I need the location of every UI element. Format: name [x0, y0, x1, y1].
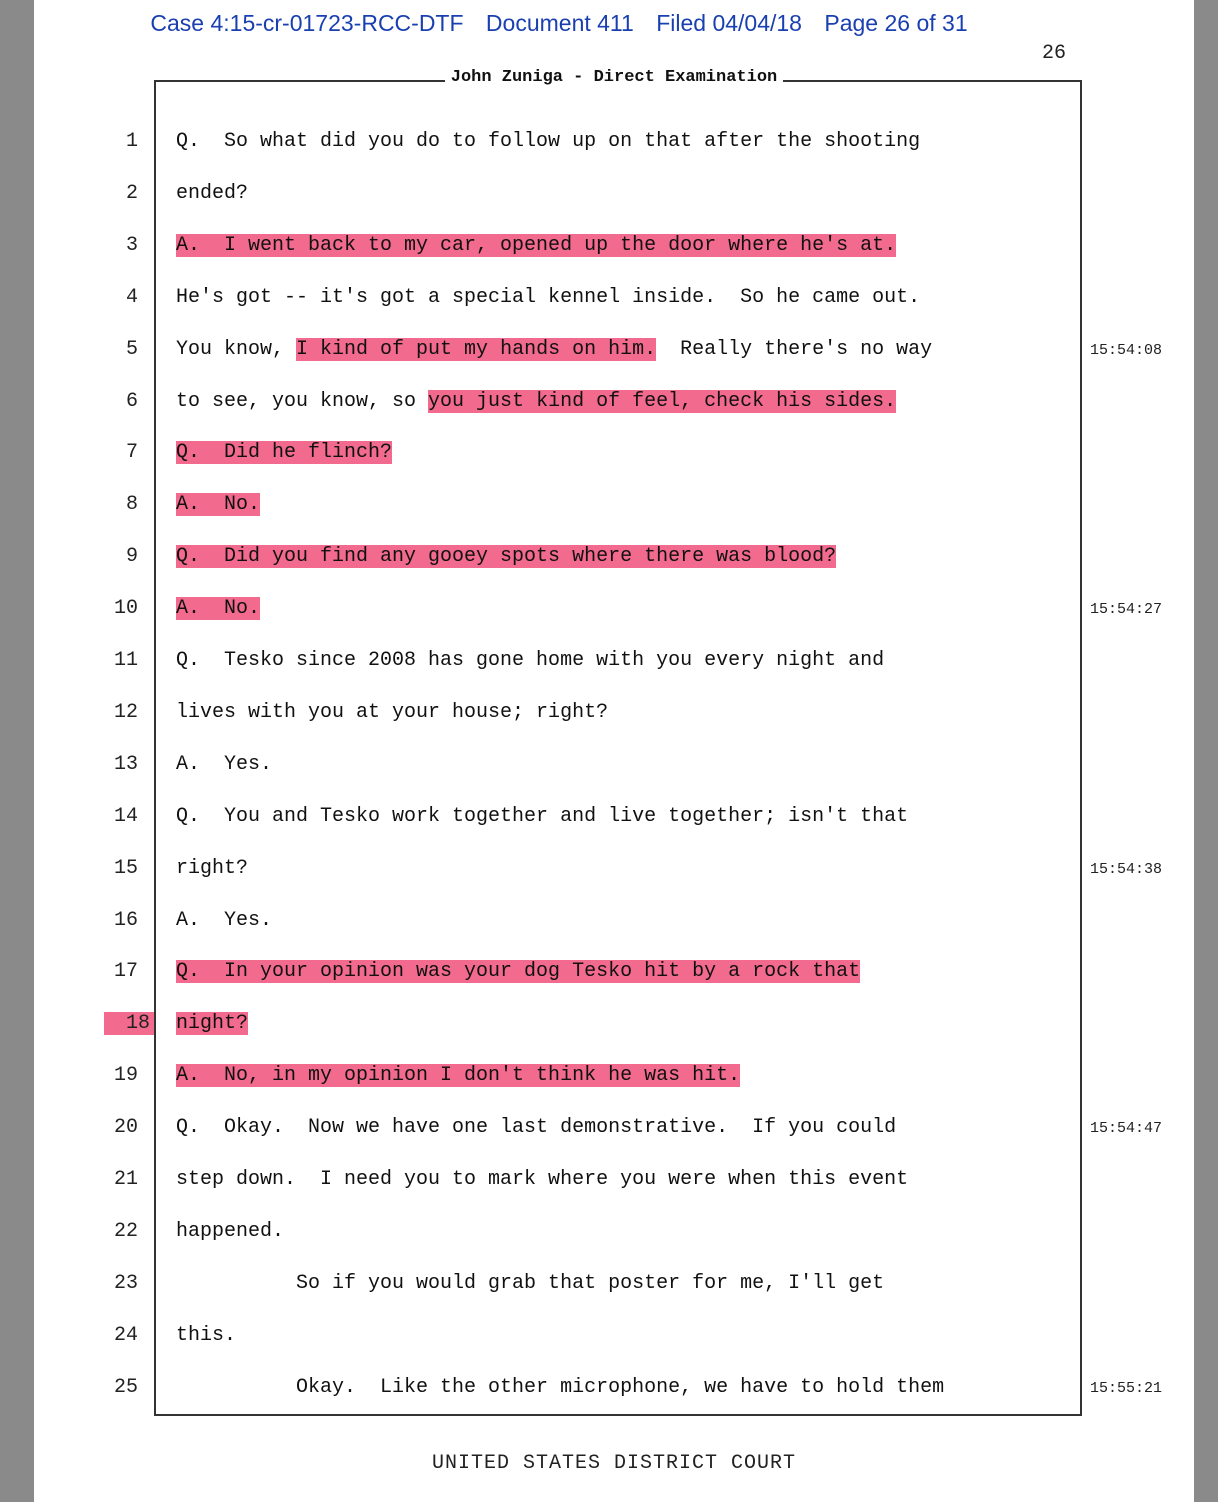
- transcript-line: [34, 903, 1194, 943]
- timestamp: 15:55:21: [1090, 1379, 1163, 1397]
- line-number: 6: [125, 389, 138, 413]
- line-text: [176, 1272, 884, 1295]
- timestamp: 15:54:27: [1090, 601, 1163, 619]
- highlighted-text: Q. In your opinion was your dog Tesko hit by a rock that: [176, 960, 861, 984]
- transcript-line: [34, 1110, 1194, 1150]
- transcript-line: [34, 799, 1194, 839]
- exam-title-text: John Zuniga - Direct Examination: [445, 68, 783, 87]
- text-segment: So if you would grab that poster for me, I'll get: [176, 1271, 885, 1295]
- line-text: [176, 1324, 236, 1347]
- line-number: 7: [125, 441, 138, 465]
- highlighted-text: you just kind of feel, check his sides.: [428, 389, 897, 413]
- text-segment: Q. Okay. Now we have one last demonstrative. If you could: [176, 1116, 897, 1140]
- line-number: 2: [125, 181, 138, 205]
- line-text: [176, 857, 248, 880]
- timestamp: 15:54:47: [1090, 1120, 1163, 1138]
- highlighted-text: Q. Did you find any gooey spots where there was blood?: [176, 545, 837, 569]
- text-segment: lives with you at your house; right?: [176, 700, 609, 724]
- transcript-line: [34, 124, 1194, 164]
- transcript-line: [34, 539, 1194, 579]
- transcript-line: [34, 384, 1194, 424]
- line-text: [176, 234, 896, 257]
- line-text: [176, 545, 836, 568]
- line-text: [176, 597, 260, 620]
- line-number: 1: [125, 130, 138, 153]
- text-segment: Q. So what did you do to follow up on that after the shooting: [176, 130, 921, 153]
- text-segment: He's got -- it's got a special kennel inside. So he came out.: [176, 285, 921, 309]
- highlighted-text: A. No.: [176, 493, 261, 517]
- transcript-line: [34, 280, 1194, 320]
- line-number: 21: [113, 1168, 138, 1191]
- transcript-line: [34, 1318, 1194, 1358]
- text-segment: You know,: [176, 337, 297, 361]
- highlighted-text: Q. Did he flinch?: [176, 441, 393, 465]
- line-number: 19: [113, 1064, 138, 1088]
- line-number: 16: [113, 908, 138, 932]
- line-number: 20: [113, 1116, 138, 1140]
- line-text: [176, 493, 260, 516]
- text-segment: A. Yes.: [176, 752, 273, 776]
- line-number: 5: [125, 337, 138, 361]
- line-text: [176, 805, 908, 828]
- transcript-line: [34, 851, 1194, 891]
- line-number: 24: [113, 1323, 138, 1347]
- case-header: [34, 10, 1084, 37]
- line-number: 23: [113, 1271, 138, 1295]
- line-number: 11: [113, 649, 138, 672]
- text-segment: ended?: [176, 181, 249, 205]
- text-segment: Q. You and Tesko work together and live together; isn't that: [176, 804, 909, 828]
- transcript-line: [34, 435, 1194, 475]
- transcript-page: [34, 0, 1194, 1502]
- document-number: Document 411: [485, 10, 634, 36]
- line-text: [176, 649, 884, 672]
- line-text: [176, 960, 860, 983]
- text-segment: happened.: [176, 1219, 285, 1243]
- transcript-line: [34, 1214, 1194, 1254]
- transcript-line: [34, 643, 1194, 683]
- text-segment: Really there's no way: [656, 337, 933, 361]
- line-number: 25: [113, 1375, 138, 1399]
- line-text: [176, 1064, 740, 1087]
- line-text: [176, 1220, 284, 1243]
- line-number: 17: [113, 960, 138, 984]
- transcript-line: [34, 747, 1194, 787]
- line-text: [176, 1168, 908, 1191]
- highlighted-text: A. I went back to my car, opened up the door where he's at.: [176, 233, 897, 257]
- transcript-line: [34, 1006, 1194, 1046]
- text-segment: this.: [176, 1323, 237, 1347]
- filed-date: Filed 04/04/18: [656, 10, 802, 36]
- text-segment: A. Yes.: [176, 908, 273, 932]
- line-number: 4: [125, 285, 138, 309]
- text-segment: Okay. Like the other microphone, we have to hold them: [176, 1375, 945, 1399]
- transcript-line: [34, 1370, 1194, 1410]
- line-text: [176, 1376, 944, 1399]
- text-segment: to see, you know, so: [176, 389, 429, 413]
- line-text: [176, 753, 272, 776]
- line-number: 14: [113, 804, 138, 828]
- highlighted-text: night?: [176, 1012, 249, 1036]
- transcript-line: [34, 176, 1194, 216]
- line-text: [176, 701, 608, 724]
- timestamp: 15:54:08: [1090, 341, 1163, 359]
- line-text: [176, 338, 932, 361]
- transcript-line: [34, 591, 1194, 631]
- transcript-line: [34, 228, 1194, 268]
- transcript-line: [34, 1266, 1194, 1306]
- case-number: Case 4:15-cr-01723-RCC-DTF: [150, 10, 464, 36]
- page-indicator: Page 26 of 31: [824, 10, 968, 36]
- transcript-line: [34, 332, 1194, 372]
- timestamp: 15:54:38: [1090, 860, 1163, 878]
- page-number: 26: [1042, 42, 1067, 65]
- line-text: [176, 1116, 896, 1139]
- line-number: 15: [113, 856, 138, 880]
- line-text: [176, 390, 896, 413]
- line-text: [176, 1012, 248, 1035]
- line-number: 18: [104, 1012, 154, 1035]
- line-number: 3: [125, 233, 138, 257]
- text-segment: right?: [176, 856, 249, 880]
- line-text: [176, 441, 392, 464]
- line-number: 22: [113, 1219, 138, 1243]
- line-number: 9: [125, 545, 138, 569]
- line-number: 13: [113, 752, 138, 776]
- line-text: [176, 130, 920, 153]
- transcript-line: [34, 954, 1194, 994]
- line-text: [176, 286, 920, 309]
- text-segment: Q. Tesko since 2008 has gone home with you every night and: [176, 649, 885, 672]
- highlighted-text: I kind of put my hands on him.: [296, 337, 657, 361]
- transcript-line: [34, 1162, 1194, 1202]
- line-number: 12: [113, 700, 138, 724]
- highlighted-text: A. No.: [176, 597, 261, 621]
- line-text: [176, 909, 272, 932]
- court-footer: UNITED STATES DISTRICT COURT: [431, 1452, 797, 1475]
- highlighted-text: A. No, in my opinion I don't think he was hit.: [176, 1064, 741, 1088]
- line-number: 10: [113, 597, 138, 621]
- transcript-line: [34, 695, 1194, 735]
- line-text: [176, 182, 248, 205]
- transcript-line: [34, 1058, 1194, 1098]
- transcript-line: [34, 487, 1194, 527]
- line-number: 8: [125, 493, 138, 517]
- text-segment: step down. I need you to mark where you were when this event: [176, 1168, 909, 1191]
